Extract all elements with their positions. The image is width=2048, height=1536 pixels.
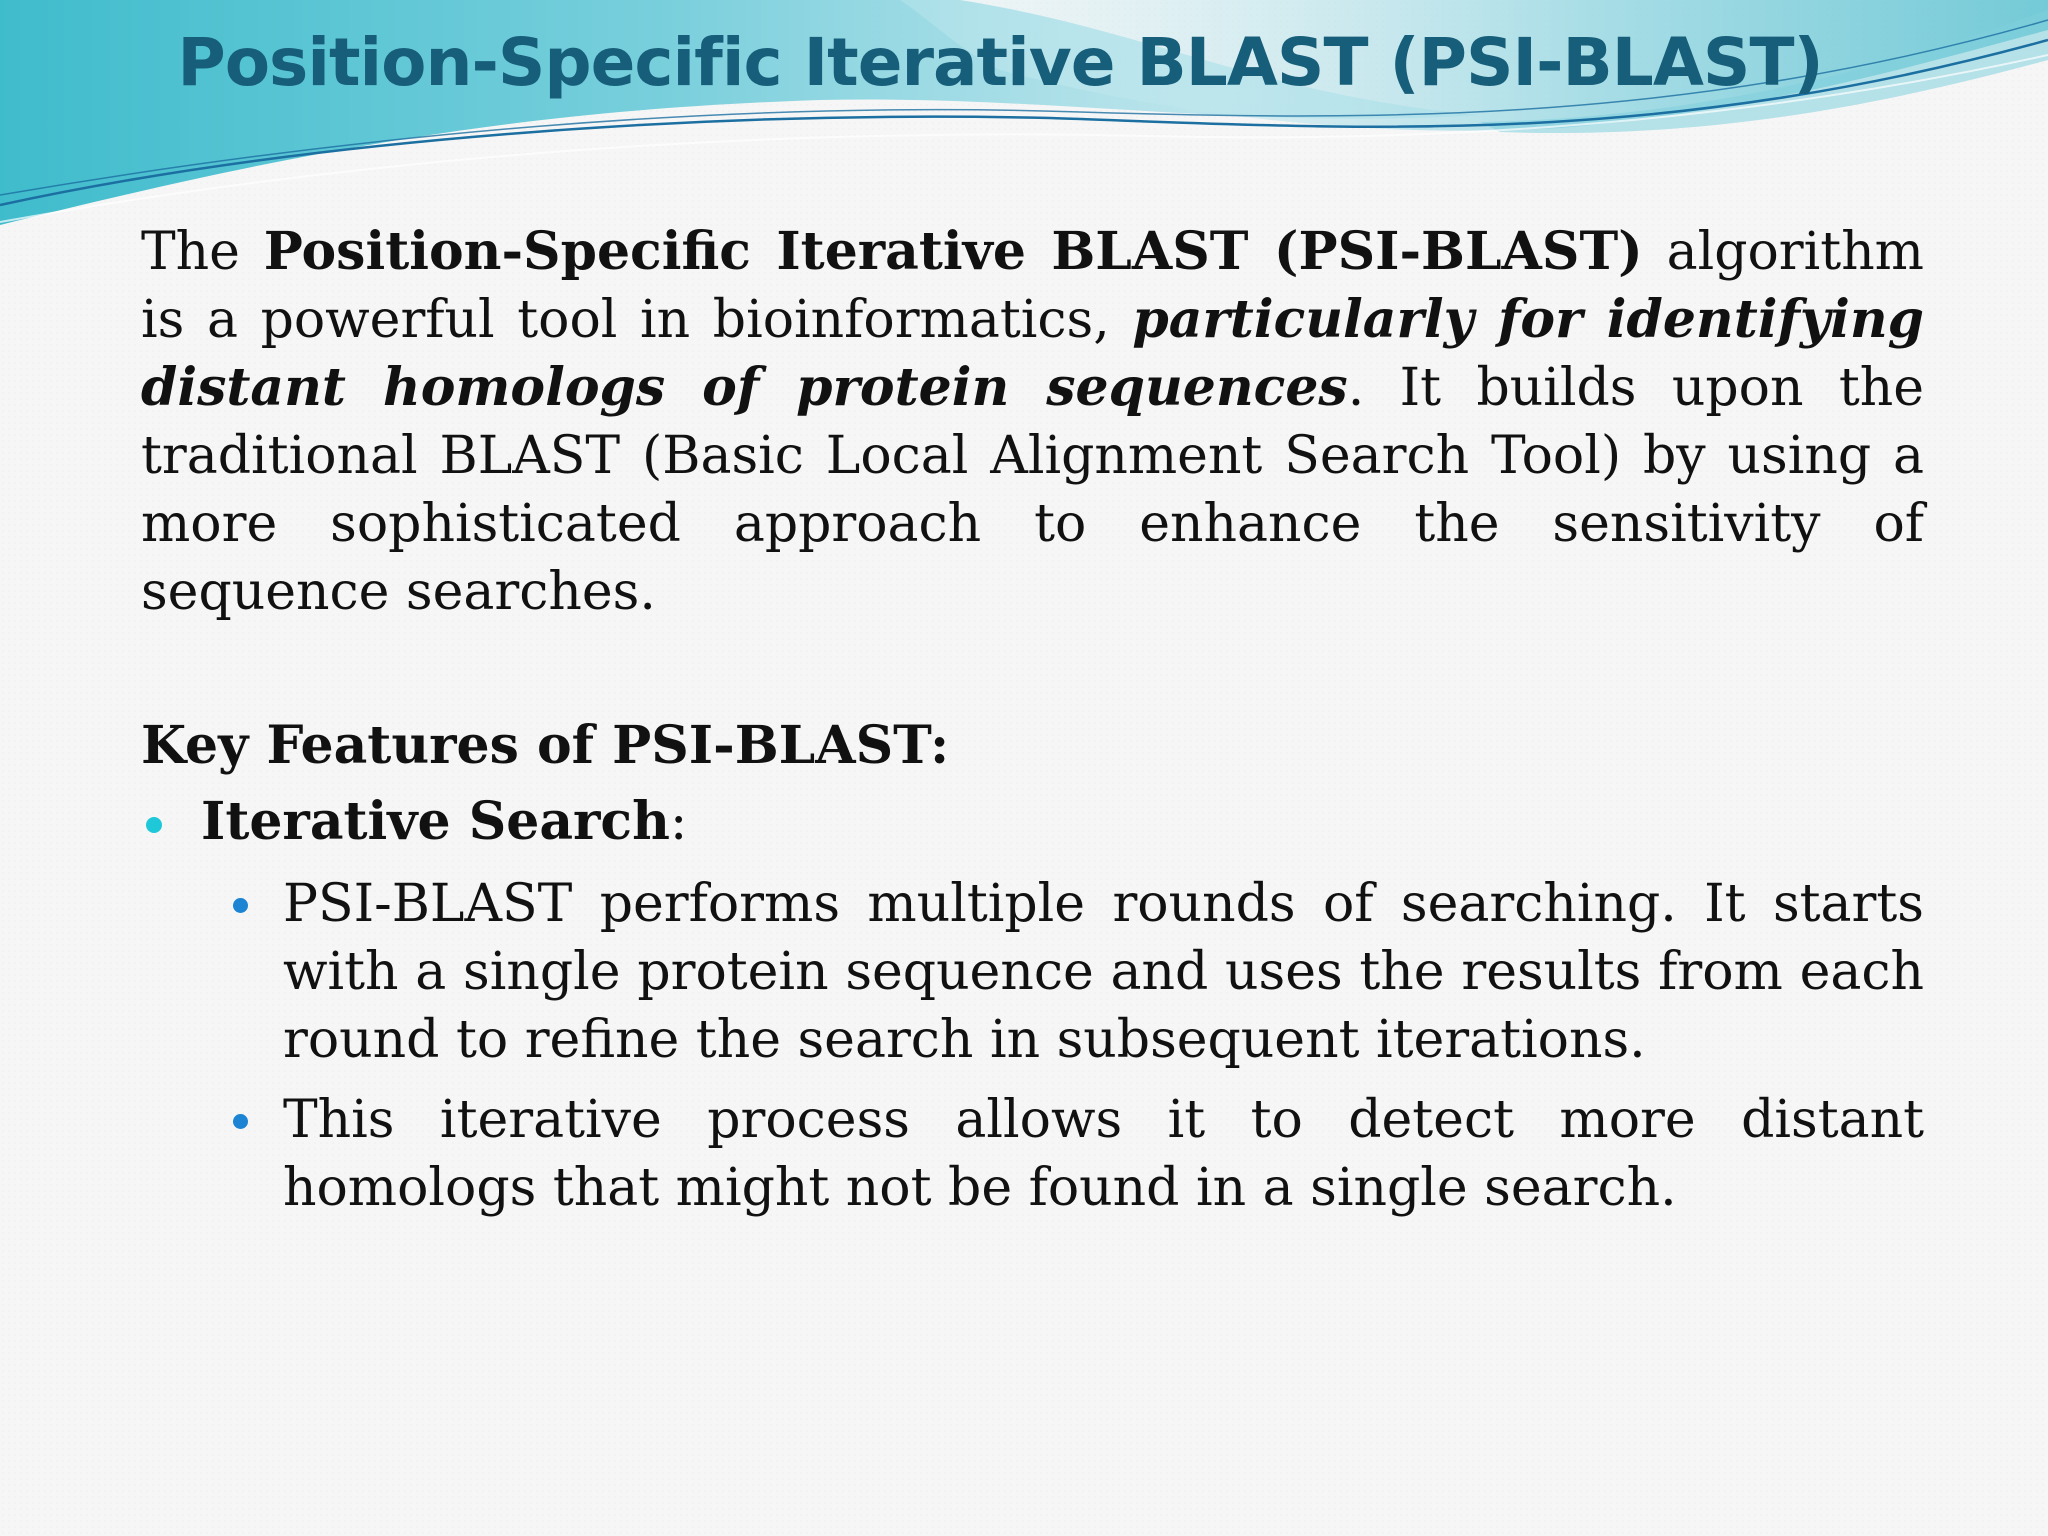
feature-label-suffix: : <box>669 792 688 852</box>
sub-bullet-icon <box>233 898 248 913</box>
sub-bullet-icon <box>233 1114 248 1129</box>
intro-text-3: . It builds upon the traditional BLAST (Basic Local Alignment Search Tool) by using a more sophisticated approach to enhance the sensitivity of sequence searches. <box>141 358 1924 622</box>
feature-point <box>141 1086 1924 1222</box>
intro-paragraph <box>141 218 1924 626</box>
intro-text-2: algorithm is a powerful tool in bioinformatics, <box>141 222 1924 350</box>
feature-point <box>141 870 1924 1074</box>
intro-bold-term: Position-Specific Iterative BLAST (PSI-BLAST) <box>263 221 1643 282</box>
feature-point-text: This iterative process allows it to detect more distant homologs that might not be found in a single search. <box>283 1090 1924 1218</box>
slide-body <box>141 218 1924 1234</box>
feature-points <box>141 870 1924 1222</box>
bullet-icon <box>146 817 162 833</box>
feature-point-text: PSI-BLAST performs multiple rounds of searching. It starts with a single protein sequence and uses the results from each round to refine the search in subsequent iterations. <box>283 874 1924 1070</box>
features-heading: Key Features of PSI-BLAST: <box>141 715 950 776</box>
slide-title: Position-Specific Iterative BLAST (PSI-BLAST) <box>177 24 1823 101</box>
feature-item <box>141 788 1924 856</box>
intro-emphasis: particularly for identifying distant homologs of protein sequences <box>141 289 1924 418</box>
feature-label: Iterative Search <box>201 791 670 852</box>
intro-text-1: The <box>141 222 264 282</box>
